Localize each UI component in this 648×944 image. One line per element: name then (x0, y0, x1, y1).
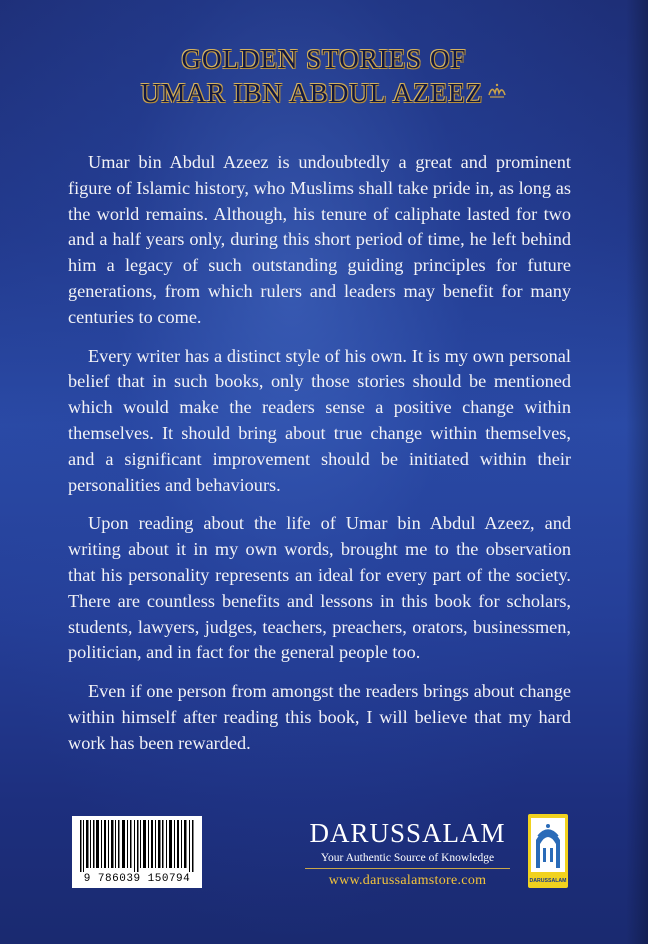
blurb-paragraph-1: Umar bin Abdul Azeez is undoubtedly a great and prominent figure of Islamic history, who Muslims shall take pride in, as long as the world remains. Although, his tenure of caliphate lasted for two and a half years only, during this short period of time, he left behind him a legacy of such outstanding guiding principles for future generations, from which rulers and leaders may benefit for many centuries to come. (68, 152, 571, 327)
title-line-2-wrap (0, 76, 648, 113)
title-line-2: UMAR IBN ABDUL AZEEZ (140, 78, 484, 108)
book-title (0, 42, 648, 113)
publisher-tagline: Your Authentic Source of Knowledge (320, 852, 495, 864)
barcode-bars (78, 820, 196, 872)
blurb-paragraph-4: Even if one person from amongst the readers brings about change within himself after reading this book, I will believe that my hard work has been rewarded. (68, 681, 571, 753)
publisher-logo-label: DARUSSALAM (529, 878, 567, 884)
honorific-seal-icon (487, 79, 507, 113)
blurb-paragraph-2: Every writer has a distinct style of his own. It is my own personal belief that in such books, only those stories should be mentioned which would make the readers sense a positive change within themselves. It should bring about true change within themselves, and a significant improvement should be initiated within their personalities and behaviours. (68, 345, 571, 495)
publisher-url: www.darussalamstore.com (328, 873, 487, 888)
title-line-1: GOLDEN STORIES OF (181, 44, 467, 74)
publisher-logo-icon (528, 814, 568, 888)
publisher-block (300, 818, 515, 889)
blurb-paragraph-3: Upon reading about the life of Umar bin Abdul Azeez, and writing about it in my own words, brought me to the observation that his personality represents an ideal for every part of the society. There are countless benefits and lessons in this book for scholars, students, lawyers, judges, teachers, preachers, orators, businessmen, politician, and in fact for the general people too. (68, 513, 571, 663)
isbn-barcode (72, 816, 202, 888)
publisher-name: DARUSSALAM (309, 818, 506, 848)
publisher-divider (305, 868, 510, 869)
isbn-number: 9 786039 150794 (83, 873, 191, 885)
blurb-text (68, 150, 571, 770)
